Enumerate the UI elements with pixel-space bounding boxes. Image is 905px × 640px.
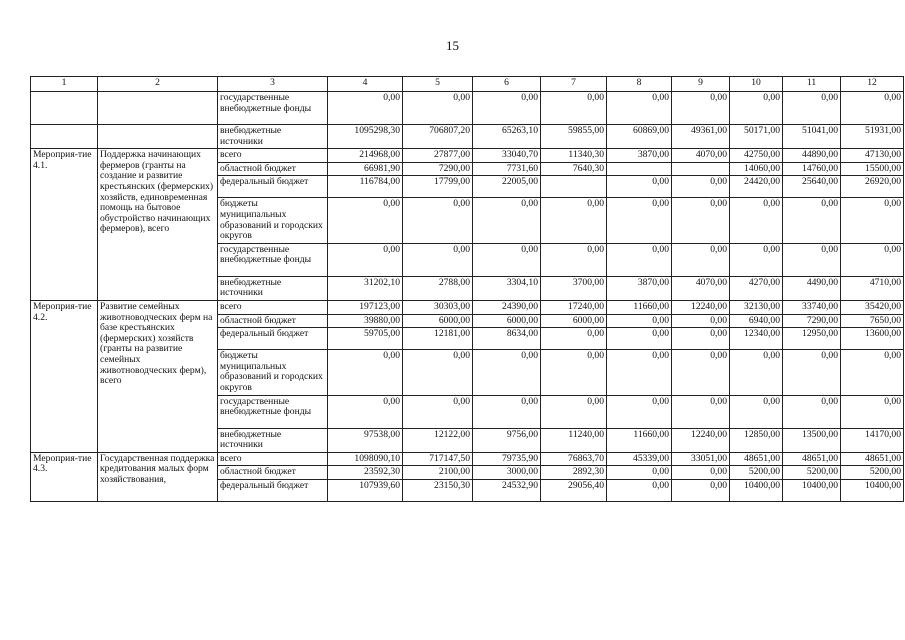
value-cell: 10400,00 — [730, 479, 783, 501]
value-cell: 0,00 — [607, 328, 672, 350]
value-cell: 6000,00 — [541, 314, 607, 328]
value-cell: 5200,00 — [730, 466, 783, 480]
value-cell: 17799,00 — [403, 176, 473, 198]
value-cell: 0,00 — [541, 92, 607, 125]
value-cell: 5200,00 — [783, 466, 841, 480]
value-cell: 59855,00 — [541, 125, 607, 149]
value-cell: 6000,00 — [403, 314, 473, 328]
value-cell: 26920,00 — [841, 176, 904, 198]
column-header: 5 — [403, 77, 473, 92]
column-header: 12 — [841, 77, 904, 92]
value-cell: 14760,00 — [783, 162, 841, 176]
value-cell: 45339,00 — [607, 452, 672, 466]
value-cell: 33040,70 — [473, 149, 541, 163]
value-cell: 0,00 — [473, 395, 541, 428]
value-cell: 23150,30 — [403, 479, 473, 501]
funding-source: всего — [218, 452, 328, 466]
value-cell: 4490,00 — [783, 276, 841, 300]
measure-name: Государственная поддержка кредитования малых форм хозяйствования, — [98, 452, 218, 501]
column-header: 4 — [328, 77, 403, 92]
value-cell: 0,00 — [607, 395, 672, 428]
value-cell: 17240,00 — [541, 300, 607, 314]
value-cell: 0,00 — [841, 395, 904, 428]
value-cell: 39880,00 — [328, 314, 403, 328]
funding-source: всего — [218, 149, 328, 163]
value-cell: 7650,00 — [841, 314, 904, 328]
value-cell: 0,00 — [783, 92, 841, 125]
funding-source: внебюджетные источники — [218, 428, 328, 452]
value-cell — [672, 162, 730, 176]
value-cell: 0,00 — [607, 314, 672, 328]
value-cell: 11660,00 — [607, 428, 672, 452]
value-cell: 0,00 — [841, 198, 904, 243]
value-cell: 0,00 — [607, 243, 672, 276]
value-cell: 48651,00 — [841, 452, 904, 466]
value-cell: 0,00 — [783, 243, 841, 276]
blank-cell — [98, 125, 218, 149]
value-cell: 116784,00 — [328, 176, 403, 198]
value-cell: 3870,00 — [607, 276, 672, 300]
table-row — [31, 92, 904, 125]
value-cell: 0,00 — [730, 198, 783, 243]
budget-table — [30, 76, 904, 502]
value-cell: 0,00 — [607, 176, 672, 198]
table-body — [31, 92, 904, 502]
blank-cell — [31, 92, 98, 125]
value-cell: 7290,00 — [783, 314, 841, 328]
value-cell: 0,00 — [607, 198, 672, 243]
value-cell: 30303,00 — [403, 300, 473, 314]
value-cell: 12122,00 — [403, 428, 473, 452]
value-cell: 0,00 — [672, 395, 730, 428]
value-cell: 12950,00 — [783, 328, 841, 350]
value-cell: 47130,00 — [841, 149, 904, 163]
value-cell: 32130,00 — [730, 300, 783, 314]
value-cell: 23592,30 — [328, 466, 403, 480]
value-cell: 10400,00 — [783, 479, 841, 501]
funding-source: федеральный бюджет — [218, 328, 328, 350]
funding-source: областной бюджет — [218, 314, 328, 328]
value-cell: 9756,00 — [473, 428, 541, 452]
value-cell: 214968,00 — [328, 149, 403, 163]
table-row — [31, 452, 904, 466]
column-header: 9 — [672, 77, 730, 92]
value-cell: 0,00 — [473, 243, 541, 276]
funding-source: областной бюджет — [218, 162, 328, 176]
value-cell: 0,00 — [403, 92, 473, 125]
value-cell: 33740,00 — [783, 300, 841, 314]
value-cell: 7731,60 — [473, 162, 541, 176]
value-cell: 66981,90 — [328, 162, 403, 176]
value-cell: 0,00 — [672, 479, 730, 501]
value-cell: 4070,00 — [672, 149, 730, 163]
value-cell: 59705,00 — [328, 328, 403, 350]
value-cell: 15500,00 — [841, 162, 904, 176]
value-cell: 0,00 — [403, 350, 473, 395]
value-cell: 0,00 — [607, 92, 672, 125]
value-cell: 6000,00 — [473, 314, 541, 328]
value-cell: 0,00 — [541, 198, 607, 243]
value-cell: 0,00 — [607, 479, 672, 501]
value-cell: 0,00 — [541, 395, 607, 428]
value-cell: 3304,10 — [473, 276, 541, 300]
value-cell: 0,00 — [730, 243, 783, 276]
value-cell: 0,00 — [328, 395, 403, 428]
funding-source: бюджеты муниципальных образований и городских округов — [218, 198, 328, 243]
value-cell: 107939,60 — [328, 479, 403, 501]
value-cell: 14060,00 — [730, 162, 783, 176]
value-cell: 65263,10 — [473, 125, 541, 149]
value-cell: 49361,00 — [672, 125, 730, 149]
value-cell: 10400,00 — [841, 479, 904, 501]
table-row — [31, 125, 904, 149]
value-cell: 0,00 — [672, 466, 730, 480]
funding-source: государственные внебюджетные фонды — [218, 92, 328, 125]
value-cell: 0,00 — [328, 243, 403, 276]
value-cell: 0,00 — [730, 92, 783, 125]
value-cell: 0,00 — [841, 92, 904, 125]
value-cell: 0,00 — [783, 395, 841, 428]
column-header: 2 — [98, 77, 218, 92]
value-cell: 0,00 — [783, 198, 841, 243]
column-header: 3 — [218, 77, 328, 92]
value-cell: 3700,00 — [541, 276, 607, 300]
value-cell: 2788,00 — [403, 276, 473, 300]
funding-source: государственные внебюджетные фонды — [218, 395, 328, 428]
funding-source: всего — [218, 300, 328, 314]
value-cell: 0,00 — [607, 466, 672, 480]
value-cell: 7640,30 — [541, 162, 607, 176]
header-row — [31, 77, 904, 92]
value-cell: 12340,00 — [730, 328, 783, 350]
value-cell: 31202,10 — [328, 276, 403, 300]
value-cell: 0,00 — [841, 350, 904, 395]
value-cell: 0,00 — [541, 243, 607, 276]
value-cell: 4710,00 — [841, 276, 904, 300]
value-cell: 27877,00 — [403, 149, 473, 163]
funding-source: бюджеты муниципальных образований и городских округов — [218, 350, 328, 395]
value-cell: 7290,00 — [403, 162, 473, 176]
value-cell: 1098090,10 — [328, 452, 403, 466]
value-cell: 2100,00 — [403, 466, 473, 480]
value-cell: 5200,00 — [841, 466, 904, 480]
value-cell: 12240,00 — [672, 300, 730, 314]
funding-source: государственные внебюджетные фонды — [218, 243, 328, 276]
value-cell: 0,00 — [672, 243, 730, 276]
value-cell: 0,00 — [672, 350, 730, 395]
value-cell: 11240,00 — [541, 428, 607, 452]
value-cell: 706807,20 — [403, 125, 473, 149]
value-cell: 11660,00 — [607, 300, 672, 314]
funding-source: федеральный бюджет — [218, 479, 328, 501]
funding-source: федеральный бюджет — [218, 176, 328, 198]
value-cell: 79735,90 — [473, 452, 541, 466]
value-cell: 0,00 — [672, 176, 730, 198]
value-cell: 51041,00 — [783, 125, 841, 149]
value-cell: 35420,00 — [841, 300, 904, 314]
value-cell: 97538,00 — [328, 428, 403, 452]
value-cell: 3000,00 — [473, 466, 541, 480]
value-cell: 50171,00 — [730, 125, 783, 149]
value-cell: 11340,30 — [541, 149, 607, 163]
value-cell: 0,00 — [328, 198, 403, 243]
value-cell: 0,00 — [473, 92, 541, 125]
value-cell: 0,00 — [672, 198, 730, 243]
column-header: 10 — [730, 77, 783, 92]
value-cell: 717147,50 — [403, 452, 473, 466]
value-cell: 24420,00 — [730, 176, 783, 198]
measure-label: Мероприя-тие 4.3. — [31, 452, 98, 501]
value-cell: 4270,00 — [730, 276, 783, 300]
measure-label: Мероприя-тие 4.2. — [31, 300, 98, 452]
column-header: 7 — [541, 77, 607, 92]
value-cell: 3870,00 — [607, 149, 672, 163]
value-cell: 24390,00 — [473, 300, 541, 314]
value-cell: 76863,70 — [541, 452, 607, 466]
funding-source: внебюджетные источники — [218, 276, 328, 300]
value-cell: 0,00 — [328, 92, 403, 125]
value-cell: 33051,00 — [672, 452, 730, 466]
value-cell: 0,00 — [783, 350, 841, 395]
value-cell: 25640,00 — [783, 176, 841, 198]
value-cell: 6940,00 — [730, 314, 783, 328]
value-cell: 22005,00 — [473, 176, 541, 198]
value-cell: 0,00 — [403, 243, 473, 276]
value-cell: 13500,00 — [783, 428, 841, 452]
value-cell: 14170,00 — [841, 428, 904, 452]
value-cell: 12240,00 — [672, 428, 730, 452]
value-cell: 0,00 — [730, 395, 783, 428]
measure-name: Развитие семейных животноводческих ферм на базе крестьянских (фермерских) хозяйств (гранты на развитие семейных животноводческих ферм), всего — [98, 300, 218, 452]
value-cell — [541, 176, 607, 198]
value-cell: 12850,00 — [730, 428, 783, 452]
value-cell: 0,00 — [541, 350, 607, 395]
value-cell: 44890,00 — [783, 149, 841, 163]
value-cell: 29056,40 — [541, 479, 607, 501]
value-cell: 0,00 — [403, 395, 473, 428]
value-cell: 2892,30 — [541, 466, 607, 480]
value-cell: 60869,00 — [607, 125, 672, 149]
value-cell: 0,00 — [730, 350, 783, 395]
value-cell: 24532,90 — [473, 479, 541, 501]
value-cell: 8634,00 — [473, 328, 541, 350]
value-cell: 0,00 — [473, 350, 541, 395]
value-cell: 0,00 — [672, 314, 730, 328]
value-cell: 51931,00 — [841, 125, 904, 149]
blank-cell — [98, 92, 218, 125]
funding-source: внебюджетные источники — [218, 125, 328, 149]
column-header: 8 — [607, 77, 672, 92]
value-cell: 0,00 — [841, 243, 904, 276]
funding-source: областной бюджет — [218, 466, 328, 480]
value-cell: 197123,00 — [328, 300, 403, 314]
value-cell: 0,00 — [607, 350, 672, 395]
measure-label: Мероприя-тие 4.1. — [31, 149, 98, 301]
value-cell: 4070,00 — [672, 276, 730, 300]
value-cell — [607, 162, 672, 176]
measure-name: Поддержка начинающих фермеров (гранты на создание и развитие крестьянских (фермерских) хозяйств, единовременная помощь на бытовое обустройство начинающих фермеров), всего — [98, 149, 218, 301]
table-row — [31, 149, 904, 163]
value-cell: 13600,00 — [841, 328, 904, 350]
column-header: 1 — [31, 77, 98, 92]
table-row — [31, 300, 904, 314]
column-header: 6 — [473, 77, 541, 92]
page-number: 15 — [446, 38, 459, 53]
value-cell: 12181,00 — [403, 328, 473, 350]
value-cell: 0,00 — [473, 198, 541, 243]
value-cell: 0,00 — [403, 198, 473, 243]
column-header: 11 — [783, 77, 841, 92]
blank-cell — [31, 125, 98, 149]
value-cell: 42750,00 — [730, 149, 783, 163]
value-cell: 48651,00 — [783, 452, 841, 466]
value-cell: 0,00 — [672, 328, 730, 350]
value-cell: 48651,00 — [730, 452, 783, 466]
value-cell: 0,00 — [672, 92, 730, 125]
value-cell: 0,00 — [328, 350, 403, 395]
value-cell: 0,00 — [541, 328, 607, 350]
value-cell: 1095298,30 — [328, 125, 403, 149]
